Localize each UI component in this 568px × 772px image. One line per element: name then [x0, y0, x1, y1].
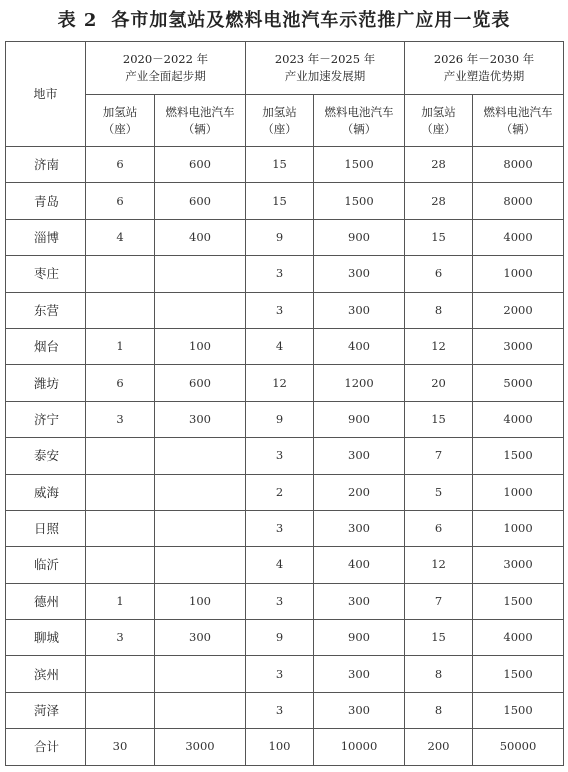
vehicles-cell: 4000 [473, 401, 564, 437]
stations-cell: 6 [405, 256, 473, 292]
table-row [6, 183, 564, 219]
vehicles-cell [155, 510, 246, 546]
table-row [6, 620, 564, 656]
city-cell: 枣庄 [6, 256, 86, 292]
stations-cell: 8 [405, 692, 473, 728]
table-title [0, 0, 568, 38]
stations-cell [86, 292, 155, 328]
vehicles-cell: 1000 [473, 474, 564, 510]
header-label: 加氢站 [102, 104, 138, 119]
header-row-columns [6, 95, 564, 147]
stations-cell: 3 [246, 656, 314, 692]
period-years: 2026 年－2030 年 [433, 52, 535, 66]
vehicles-cell [155, 438, 246, 474]
vehicles-cell: 300 [314, 292, 405, 328]
stations-cell: 1 [86, 583, 155, 619]
table-body [6, 147, 564, 766]
stations-cell: 12 [405, 547, 473, 583]
hydrogen-station-table [5, 41, 564, 766]
header-vehicles [473, 95, 564, 147]
city-cell: 青岛 [6, 183, 86, 219]
stations-cell: 8 [405, 292, 473, 328]
header-label: 加氢站 [262, 104, 297, 119]
stations-cell [86, 474, 155, 510]
table-number: 表 2 [57, 10, 98, 31]
city-cell: 聊城 [6, 620, 86, 656]
stations-cell: 8 [405, 656, 473, 692]
header-label: 燃料电池汽车 [324, 104, 394, 119]
vehicles-cell [155, 692, 246, 728]
vehicles-cell: 10000 [314, 729, 405, 765]
city-cell: 潍坊 [6, 365, 86, 401]
vehicles-cell: 8000 [473, 147, 564, 183]
city-cell: 日照 [6, 510, 86, 546]
header-row-periods [6, 42, 564, 95]
table-row [6, 219, 564, 255]
stations-cell: 200 [405, 729, 473, 765]
table-row [6, 656, 564, 692]
header-period-2 [246, 42, 405, 95]
stations-cell: 4 [246, 328, 314, 364]
stations-cell: 3 [246, 583, 314, 619]
stations-cell: 12 [405, 328, 473, 364]
table-row [6, 328, 564, 364]
header-label: 燃料电池汽车 [165, 104, 235, 119]
city-cell: 滨州 [6, 656, 86, 692]
table-title-text: 各市加氢站及燃料电池汽车示范推广应用一览表 [111, 10, 511, 31]
stations-cell: 30 [86, 729, 155, 765]
vehicles-cell: 400 [155, 219, 246, 255]
stations-cell: 3 [246, 510, 314, 546]
vehicles-cell: 100 [155, 328, 246, 364]
vehicles-cell: 1000 [473, 510, 564, 546]
table-row [6, 692, 564, 728]
vehicles-cell: 4000 [473, 219, 564, 255]
header-unit: （辆） [341, 121, 377, 136]
stations-cell: 3 [246, 256, 314, 292]
stations-cell: 3 [246, 292, 314, 328]
city-cell: 泰安 [6, 438, 86, 474]
city-cell: 菏泽 [6, 692, 86, 728]
header-unit: （座） [421, 121, 456, 136]
stations-cell: 3 [246, 692, 314, 728]
table-row [6, 474, 564, 510]
table-row [6, 438, 564, 474]
header-period-3 [405, 42, 564, 95]
vehicles-cell: 600 [155, 365, 246, 401]
city-cell: 烟台 [6, 328, 86, 364]
table-row [6, 547, 564, 583]
vehicles-cell: 1500 [473, 656, 564, 692]
vehicles-cell: 400 [314, 547, 405, 583]
header-unit: （座） [262, 121, 297, 136]
stations-cell: 7 [405, 583, 473, 619]
table-row [6, 365, 564, 401]
vehicles-cell: 1500 [473, 583, 564, 619]
stations-cell [86, 438, 155, 474]
vehicles-cell: 100 [155, 583, 246, 619]
vehicles-cell: 200 [314, 474, 405, 510]
vehicles-cell: 300 [155, 401, 246, 437]
header-vehicles [314, 95, 405, 147]
stations-cell: 9 [246, 219, 314, 255]
table-row [6, 292, 564, 328]
stations-cell: 9 [246, 401, 314, 437]
vehicles-cell: 600 [155, 183, 246, 219]
period-stage: 产业加速发展期 [284, 69, 366, 83]
vehicles-cell: 1500 [473, 438, 564, 474]
vehicles-cell: 300 [314, 583, 405, 619]
vehicles-cell: 600 [155, 147, 246, 183]
stations-cell: 6 [86, 365, 155, 401]
header-unit: （辆） [182, 121, 218, 136]
vehicles-cell: 50000 [473, 729, 564, 765]
vehicles-cell [155, 292, 246, 328]
stations-cell: 4 [246, 547, 314, 583]
stations-cell: 100 [246, 729, 314, 765]
table-row [6, 583, 564, 619]
vehicles-cell: 1500 [473, 692, 564, 728]
header-label: 燃料电池汽车 [483, 104, 553, 119]
city-cell: 济宁 [6, 401, 86, 437]
vehicles-cell [155, 474, 246, 510]
stations-cell: 28 [405, 183, 473, 219]
city-cell: 临沂 [6, 547, 86, 583]
vehicles-cell: 3000 [473, 328, 564, 364]
vehicles-cell: 4000 [473, 620, 564, 656]
period-stage: 产业塑造优势期 [443, 69, 525, 83]
city-cell: 合计 [6, 729, 86, 765]
stations-cell: 6 [86, 183, 155, 219]
vehicles-cell: 3000 [155, 729, 246, 765]
vehicles-cell: 3000 [473, 547, 564, 583]
header-unit: （辆） [500, 121, 536, 136]
table-row [6, 256, 564, 292]
stations-cell [86, 547, 155, 583]
vehicles-cell: 300 [314, 692, 405, 728]
stations-cell [86, 256, 155, 292]
city-cell: 淄博 [6, 219, 86, 255]
stations-cell: 5 [405, 474, 473, 510]
stations-cell [86, 692, 155, 728]
vehicles-cell: 8000 [473, 183, 564, 219]
table-row [6, 510, 564, 546]
city-cell: 东营 [6, 292, 86, 328]
stations-cell: 3 [86, 620, 155, 656]
city-cell: 威海 [6, 474, 86, 510]
stations-cell: 28 [405, 147, 473, 183]
vehicles-cell: 5000 [473, 365, 564, 401]
vehicles-cell [155, 656, 246, 692]
city-cell: 德州 [6, 583, 86, 619]
stations-cell: 2 [246, 474, 314, 510]
stations-cell: 12 [246, 365, 314, 401]
vehicles-cell: 2000 [473, 292, 564, 328]
vehicles-cell: 300 [314, 656, 405, 692]
vehicles-cell: 400 [314, 328, 405, 364]
vehicles-cell: 300 [314, 510, 405, 546]
stations-cell [86, 510, 155, 546]
header-stations [246, 95, 314, 147]
vehicles-cell: 300 [314, 256, 405, 292]
header-period-1 [86, 42, 246, 95]
vehicles-cell: 900 [314, 620, 405, 656]
period-stage: 产业全面起步期 [125, 69, 206, 83]
vehicles-cell: 300 [314, 438, 405, 474]
table-row [6, 729, 564, 765]
vehicles-cell: 300 [155, 620, 246, 656]
stations-cell: 1 [86, 328, 155, 364]
stations-cell: 20 [405, 365, 473, 401]
stations-cell: 3 [246, 438, 314, 474]
table-row [6, 401, 564, 437]
stations-cell: 15 [246, 183, 314, 219]
stations-cell: 9 [246, 620, 314, 656]
period-years: 2023 年－2025 年 [274, 52, 376, 66]
vehicles-cell: 1000 [473, 256, 564, 292]
header-label: 加氢站 [421, 104, 456, 119]
vehicles-cell [155, 256, 246, 292]
vehicles-cell [155, 547, 246, 583]
stations-cell: 15 [405, 219, 473, 255]
vehicles-cell: 900 [314, 401, 405, 437]
header-unit: （座） [102, 121, 138, 136]
header-region: 地市 [6, 42, 86, 147]
stations-cell: 15 [405, 401, 473, 437]
table-row [6, 147, 564, 183]
vehicles-cell: 1200 [314, 365, 405, 401]
header-stations [86, 95, 155, 147]
stations-cell: 15 [246, 147, 314, 183]
stations-cell: 4 [86, 219, 155, 255]
stations-cell: 6 [405, 510, 473, 546]
vehicles-cell: 900 [314, 219, 405, 255]
stations-cell: 6 [86, 147, 155, 183]
city-cell: 济南 [6, 147, 86, 183]
vehicles-cell: 1500 [314, 147, 405, 183]
vehicles-cell: 1500 [314, 183, 405, 219]
period-years: 2020－2022 年 [122, 52, 209, 66]
stations-cell: 3 [86, 401, 155, 437]
header-vehicles [155, 95, 246, 147]
stations-cell [86, 656, 155, 692]
header-stations [405, 95, 473, 147]
stations-cell: 7 [405, 438, 473, 474]
stations-cell: 15 [405, 620, 473, 656]
